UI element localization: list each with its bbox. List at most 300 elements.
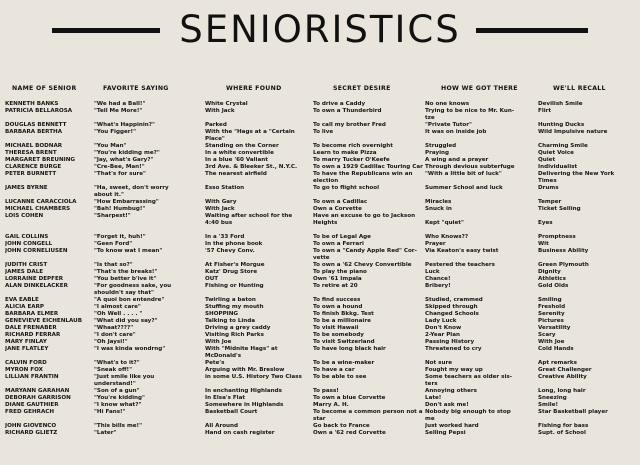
- cell-desire: Have an excuse to go to Jackson: [313, 213, 416, 219]
- cell-where: in some U.S. History Two Class: [205, 374, 302, 380]
- cell-name: [5, 416, 83, 423]
- cell-desire: To call my brother Fred: [313, 122, 386, 128]
- header-desire: SECRET DESIRE: [333, 85, 391, 92]
- cell-where: Basketball Court: [205, 409, 258, 415]
- cell-favorite: "You Figger!": [94, 129, 136, 135]
- cell-name: MICHAEL BODNAR: [5, 143, 63, 149]
- cell-where: In Elsa's Flat: [205, 395, 246, 401]
- cell-now: me: [425, 416, 435, 422]
- cell-favorite: "What's to it?": [94, 360, 140, 366]
- cell-desire: To own a '62 Chevy Convertible: [313, 262, 412, 268]
- column-headers: [0, 85, 640, 99]
- cell-name: [5, 290, 83, 297]
- cell-favorite: "You're kidding me?": [94, 150, 160, 156]
- cell-where: White Crystal: [205, 101, 248, 107]
- cell-name: MARYANN GARAHAN: [5, 388, 70, 394]
- header-recall: WE'LL RECALL: [553, 85, 606, 92]
- cell-where: The nearest airfield: [205, 171, 267, 177]
- cell-favorite: "Jay, what's Gary?": [94, 157, 154, 163]
- cell-desire: To be somebody: [313, 332, 364, 338]
- cell-desire: To become rich overnight: [313, 143, 393, 149]
- cell-now: "With a little bit of luck": [425, 171, 502, 177]
- cell-now: Changed Schools: [425, 311, 479, 317]
- cell-favorite: "You're kidding": [94, 395, 145, 401]
- cell-desire: [313, 227, 433, 234]
- cell-favorite: "To know wat I mean": [94, 248, 163, 254]
- cell-recall: Quiet: [538, 157, 556, 163]
- cell-now: "Private Tutor": [425, 122, 472, 128]
- cell-recall: Freshold: [538, 304, 566, 310]
- cell-recall: [538, 115, 638, 122]
- cell-where: With the "Hags at a "Certain: [205, 129, 295, 135]
- cell-favorite: "Son of a gun": [94, 388, 140, 394]
- cell-recall: Long, long hair: [538, 388, 586, 394]
- cell-recall: Individualist: [538, 164, 578, 170]
- cell-name: JANE FLATLEY: [5, 346, 49, 352]
- cell-where: SHOPPING: [205, 311, 239, 317]
- cell-favorite: "What's Happinin?": [94, 122, 155, 128]
- cell-now: Pestered the teachers: [425, 262, 496, 268]
- cell-recall: Smile!: [538, 402, 559, 408]
- cell-where: '57 Chevy Conv.: [205, 248, 255, 254]
- cell-desire: To become a common person not a: [313, 409, 423, 415]
- cell-where: McDonald's: [205, 353, 242, 359]
- cell-desire: Learn to make Pizza: [313, 150, 377, 156]
- cell-where: Driving a grey caddy: [205, 325, 271, 331]
- cell-now: Via Keaton's easy twist: [425, 248, 499, 254]
- cell-now: tze: [425, 115, 435, 121]
- cell-now: Just worked hard: [425, 423, 479, 429]
- cell-now: Bribery!: [425, 283, 451, 289]
- cell-recall: Star Basketball player: [538, 409, 608, 415]
- cell-now: Some teachers as older sis-: [425, 374, 513, 380]
- cell-now: No one knows: [425, 101, 470, 107]
- cell-now: Late!: [425, 395, 442, 401]
- cell-where: [205, 192, 309, 199]
- cell-now: 2-Year Plan: [425, 332, 460, 338]
- cell-recall: [538, 227, 638, 234]
- cell-name: RICHARD FERRAR: [5, 332, 61, 338]
- cell-favorite: "Is that so?": [94, 262, 133, 268]
- cell-recall: Supt. of School: [538, 430, 586, 436]
- header-where: WHERE FOUND: [226, 85, 282, 92]
- cell-where: Arguing with Mr. Breslow: [205, 367, 285, 373]
- cell-name: DIANE GAUTHIER: [5, 402, 59, 408]
- cell-desire: To be a millionaire: [313, 318, 371, 324]
- cell-where: Twirling a baton: [205, 297, 256, 303]
- cell-favorite: "I don't care": [94, 332, 136, 338]
- cell-now: Who Knows??: [425, 234, 469, 240]
- cell-favorite: "Whaat????": [94, 325, 134, 331]
- cell-now: Selling Pepsi: [425, 430, 466, 436]
- cell-where: Hand on cash register: [205, 430, 275, 436]
- cell-favorite: "That's for sure": [94, 171, 146, 177]
- cell-desire: To own a Cadillac: [313, 199, 368, 205]
- cell-where: Somewhere in Highlands: [205, 402, 284, 408]
- column-now: [425, 101, 535, 437]
- cell-recall: Quiet Voice: [538, 150, 574, 156]
- cell-where: 3rd Ave. & Bleeker St., N.Y.C.: [205, 164, 298, 170]
- cell-name: FRED GEHRACH: [5, 409, 55, 415]
- cell-desire: To find success: [313, 297, 361, 303]
- cell-favorite: shouldn't say that": [94, 290, 154, 296]
- cell-now: [425, 213, 535, 220]
- cell-now: Kept "quiet": [425, 220, 464, 226]
- cell-recall: Devilish Smile: [538, 101, 583, 107]
- cell-name: JAMES BYRNE: [5, 185, 48, 191]
- cell-now: [425, 227, 535, 234]
- cell-favorite: "I know what?": [94, 402, 142, 408]
- cell-name: CALVIN FORD: [5, 360, 47, 366]
- cell-favorite: "This bills me!": [94, 423, 143, 429]
- cell-now: Miracles: [425, 199, 452, 205]
- cell-where: OUT: [205, 276, 219, 282]
- cell-name: GAIL COLLINS: [5, 234, 49, 240]
- cell-recall: Athletics: [538, 276, 566, 282]
- cell-name: CLARENCE BURGE: [5, 164, 62, 170]
- cell-name: THERESA BRENT: [5, 150, 57, 156]
- cell-now: Luck: [425, 269, 440, 275]
- cell-name: [5, 220, 83, 227]
- cell-now: Prayer: [425, 241, 446, 247]
- cell-where: [205, 290, 309, 297]
- cell-where: Pete's: [205, 360, 225, 366]
- cell-favorite: "Tell Me More!": [94, 108, 143, 114]
- cell-recall: [538, 136, 638, 143]
- cell-favorite: "What did you say?": [94, 318, 158, 324]
- cell-now: A wing and a prayer: [425, 157, 489, 163]
- cell-desire: Marry A. H.: [313, 402, 349, 408]
- cell-recall: Apt remarks: [538, 360, 577, 366]
- cell-where: [205, 227, 309, 234]
- cell-desire: To be of Legal Age: [313, 234, 371, 240]
- cell-recall: Hunting Ducks: [538, 122, 585, 128]
- cell-recall: [538, 192, 638, 199]
- cell-desire: [313, 115, 433, 122]
- cell-desire: To go to flight school: [313, 185, 380, 191]
- cell-favorite: "I was kinda wondrng": [94, 346, 166, 352]
- cell-favorite: "That's the breaks!": [94, 269, 158, 275]
- cell-desire: To retire at 20: [313, 283, 358, 289]
- cell-where: In enchanting Highlands: [205, 388, 282, 394]
- cell-where: Talking to Linda: [205, 318, 256, 324]
- cell-where: Waiting after school for the: [205, 213, 293, 219]
- cell-desire: To play the piano: [313, 269, 367, 275]
- cell-recall: Sneezing: [538, 395, 567, 401]
- cell-name: DALE FRENABER: [5, 325, 57, 331]
- cell-desire: [313, 192, 433, 199]
- cell-desire: To live: [313, 129, 334, 135]
- cell-name: JOHN GIOVENCO: [5, 423, 57, 429]
- header-now: HOW WE GOT THERE: [441, 85, 518, 92]
- cell-recall: Smiling: [538, 297, 562, 303]
- cell-where: All Around: [205, 423, 239, 429]
- cell-favorite: "Bah! Humbug!": [94, 206, 146, 212]
- cell-recall: Fishing for bass: [538, 423, 589, 429]
- cell-favorite: [94, 136, 198, 143]
- cell-name: [5, 178, 83, 185]
- cell-where: [205, 416, 309, 423]
- cell-desire: To marry Tucker O'Keefe: [313, 157, 390, 163]
- cell-favorite: "Geen Ford": [94, 241, 133, 247]
- cell-now: [425, 178, 535, 185]
- cell-name: MARGARET BREUNING: [5, 157, 75, 163]
- cell-where: Visiting Rich Parks: [205, 332, 264, 338]
- cell-where: With Jack: [205, 206, 235, 212]
- title-rule-left: [52, 28, 160, 33]
- cell-where: With Joe: [205, 339, 232, 345]
- cell-desire: To own a hound: [313, 304, 363, 310]
- cell-now: Don't ask me!: [425, 402, 469, 408]
- cell-name: MARY FINLAY: [5, 339, 47, 345]
- cell-recall: Promptness: [538, 234, 576, 240]
- cell-name: JUDITH CRIST: [5, 262, 48, 268]
- cell-recall: Gold Olds: [538, 283, 569, 289]
- cell-where: Standing on the Corner: [205, 143, 279, 149]
- cell-where: In a '33 Ford: [205, 234, 245, 240]
- cell-now: Praying: [425, 150, 450, 156]
- cell-where: With Jack: [205, 108, 235, 114]
- cell-favorite: "How Embarrassing": [94, 199, 159, 205]
- cell-favorite: [94, 220, 198, 227]
- cell-desire: election: [313, 178, 339, 184]
- cell-favorite: "Hi Fans!": [94, 409, 126, 415]
- header-name: NAME OF SENIOR: [12, 85, 77, 92]
- cell-where: [205, 255, 309, 262]
- cell-recall: Eyes: [538, 220, 553, 226]
- cell-where: In the phone book: [205, 241, 263, 247]
- cell-favorite: [94, 115, 198, 122]
- title-rule-right: [476, 28, 588, 33]
- cell-where: [205, 381, 309, 388]
- cell-where: Katz' Drug Store: [205, 269, 258, 275]
- cell-now: Passing History: [425, 339, 475, 345]
- cell-recall: Scary: [538, 332, 556, 338]
- cell-recall: With Joe: [538, 339, 565, 345]
- cell-name: [5, 381, 83, 388]
- cell-now: Nobody big enough to stop: [425, 409, 511, 415]
- cell-name: [5, 227, 83, 234]
- cell-name: BARBARA ELMER: [5, 311, 59, 317]
- cell-name: [5, 115, 83, 122]
- cell-recall: Delivering the New York: [538, 171, 615, 177]
- cell-desire: To drive a Caddy: [313, 101, 366, 107]
- cell-recall: Dignity: [538, 269, 561, 275]
- cell-favorite: "Sharpest!": [94, 213, 131, 219]
- cell-now: Studied, crammed: [425, 297, 483, 303]
- cell-recall: Great Challenger: [538, 367, 592, 373]
- column-where: [205, 101, 309, 437]
- cell-favorite: "I almost care": [94, 304, 141, 310]
- cell-recall: [538, 353, 638, 360]
- cell-desire: To own a "Candy Apple Red" Cor-: [313, 248, 417, 254]
- cell-now: Not sure: [425, 360, 453, 366]
- cell-now: Snuck in: [425, 206, 452, 212]
- cell-recall: Wild Impulsive nature: [538, 129, 608, 135]
- cell-desire: To have a car: [313, 367, 355, 373]
- cell-where: [205, 178, 309, 185]
- cell-recall: Serenity: [538, 311, 565, 317]
- cell-recall: Times: [538, 178, 557, 184]
- cell-name: ALICIA EARP: [5, 304, 44, 310]
- cell-recall: [538, 290, 638, 297]
- cell-recall: Pictures: [538, 318, 564, 324]
- cell-desire: To own a blue Corvette: [313, 395, 386, 401]
- cell-now: Summer School and luck: [425, 185, 503, 191]
- cell-name: ALAN DINKELACKER: [5, 283, 68, 289]
- cell-now: Struggled: [425, 143, 457, 149]
- cell-name: PATRICIA BELLAROSA: [5, 108, 73, 114]
- cell-desire: Heights: [313, 220, 338, 226]
- cell-recall: [538, 416, 638, 423]
- cell-name: [5, 136, 83, 143]
- cell-name: LILLIAN FRANTIN: [5, 374, 59, 380]
- cell-desire: To finish Bkkg. Test: [313, 311, 374, 317]
- column-name: [5, 101, 83, 437]
- cell-recall: Ticket Selling: [538, 206, 581, 212]
- cell-where: Stuffing my mouth: [205, 304, 264, 310]
- cell-desire: [313, 290, 433, 297]
- cell-name: [5, 353, 83, 360]
- cell-favorite: [94, 227, 198, 234]
- cell-desire: To pass!: [313, 388, 339, 394]
- cell-desire: Own a Corvette: [313, 206, 362, 212]
- cell-recall: Drums: [538, 185, 559, 191]
- cell-name: LOIS COHEN: [5, 213, 44, 219]
- cell-name: [5, 192, 83, 199]
- cell-name: EVA EABLE: [5, 297, 39, 303]
- cell-where: Esso Station: [205, 185, 245, 191]
- cell-desire: To have the Republicans win an: [313, 171, 413, 177]
- cell-desire: Own '61 Impala: [313, 276, 362, 282]
- cell-favorite: "For goodness sake, you: [94, 283, 172, 289]
- cell-now: Chance!: [425, 276, 451, 282]
- cell-now: [425, 255, 535, 262]
- cell-where: In a white convertible: [205, 150, 274, 156]
- cell-favorite: "A quoi bon entendre": [94, 297, 165, 303]
- cell-recall: Cold Hands: [538, 346, 574, 352]
- cell-now: Through devious subterfuge: [425, 164, 515, 170]
- cell-name: PETER BURNETT: [5, 171, 57, 177]
- cell-now: Fought my way up: [425, 367, 483, 373]
- cell-favorite: [94, 416, 198, 423]
- cell-recall: [538, 255, 638, 262]
- cell-now: Annoying others: [425, 388, 478, 394]
- cell-name: JOHN CONGELL: [5, 241, 53, 247]
- cell-desire: vette: [313, 255, 330, 261]
- cell-where: At Fisher's Morgue: [205, 262, 265, 268]
- cell-where: 4:40 bus: [205, 220, 233, 226]
- cell-favorite: "Cre-Bee, Man!": [94, 164, 145, 170]
- cell-favorite: [94, 353, 198, 360]
- cell-recall: Creative Ability: [538, 374, 587, 380]
- header-favorite: FAVORITE SAYING: [103, 85, 169, 92]
- cell-desire: star: [313, 416, 326, 422]
- cell-now: ters: [425, 381, 438, 387]
- cell-favorite: "You Man": [94, 143, 127, 149]
- cell-favorite: "Later": [94, 430, 117, 436]
- cell-desire: To have long black hair: [313, 346, 386, 352]
- cell-favorite: "We had a Ball!": [94, 101, 146, 107]
- cell-desire: To visit Hawaii: [313, 325, 359, 331]
- cell-where: Fishing or Hunting: [205, 283, 264, 289]
- cell-desire: [313, 353, 433, 360]
- cell-now: [425, 192, 535, 199]
- cell-favorite: "Forget it, huh!": [94, 234, 146, 240]
- cell-name: BARBARA BERTHA: [5, 129, 63, 135]
- cell-name: KENNETH BANKS: [5, 101, 59, 107]
- cell-desire: To be a wine-maker: [313, 360, 375, 366]
- cell-name: DOUGLAS BENNETT: [5, 122, 67, 128]
- cell-favorite: "Oh Well . . . . ": [94, 311, 143, 317]
- cell-where: Parked: [205, 122, 227, 128]
- cell-recall: Flirt: [538, 108, 552, 114]
- cell-desire: To visit Switzerland: [313, 339, 375, 345]
- cell-desire: Go back to France: [313, 423, 370, 429]
- cell-name: DEBORAH GARRISON: [5, 395, 71, 401]
- page-title: SENIORISTICS: [179, 8, 461, 51]
- cell-recall: Wit: [538, 241, 549, 247]
- cell-name: GENEVIEVE EICHENLAUB: [5, 318, 82, 324]
- cell-now: Lady Luck: [425, 318, 457, 324]
- cell-favorite: about it.": [94, 192, 124, 198]
- column-favorite: [94, 101, 198, 437]
- cell-desire: [313, 136, 433, 143]
- cell-where: Place": [205, 136, 225, 142]
- cell-favorite: "You better b'ive it": [94, 276, 157, 282]
- cell-name: RICHARD GLIETZ: [5, 430, 58, 436]
- cell-now: Don't Know: [425, 325, 462, 331]
- cell-where: [205, 115, 309, 122]
- cell-recall: Business Ability: [538, 248, 589, 254]
- cell-favorite: "Just smile like you: [94, 374, 155, 380]
- cell-recall: Versatility: [538, 325, 571, 331]
- cell-name: JAMES DALE: [5, 269, 44, 275]
- cell-now: [425, 353, 535, 360]
- column-recall: [538, 101, 638, 437]
- cell-favorite: "Ha, sweet, don't worry: [94, 185, 169, 191]
- cell-now: Trying to be nice to Mr. Kun-: [425, 108, 515, 114]
- cell-recall: Charming Smile: [538, 143, 588, 149]
- cell-now: It was on inside job: [425, 129, 487, 135]
- cell-now: [425, 290, 535, 297]
- cell-desire: To own a Ferrari: [313, 241, 364, 247]
- cell-recall: [538, 213, 638, 220]
- cell-favorite: [94, 255, 198, 262]
- cell-now: Threatened to cry: [425, 346, 482, 352]
- cell-favorite: [94, 178, 198, 185]
- column-desire: [313, 101, 433, 437]
- cell-where: With Gary: [205, 199, 237, 205]
- cell-where: In a blue '60 Valiant: [205, 157, 268, 163]
- cell-name: [5, 255, 83, 262]
- cell-favorite: "Oh Jaysi!": [94, 339, 128, 345]
- title-banner: [0, 6, 640, 56]
- cell-name: LORRAINE DEPFER: [5, 276, 64, 282]
- cell-name: MYRON FOX: [5, 367, 43, 373]
- cell-name: LUCANNE CARACCIOLA: [5, 199, 77, 205]
- cell-desire: To own a 1929 Cadillac Touring Car: [313, 164, 423, 170]
- cell-now: [425, 136, 535, 143]
- cell-desire: Own a '62 red Corvette: [313, 430, 386, 436]
- cell-recall: [538, 381, 638, 388]
- cell-now: Skipped through: [425, 304, 478, 310]
- cell-desire: [313, 381, 433, 388]
- cell-where: With "Midnite Hags" at: [205, 346, 278, 352]
- cell-recall: Temper: [538, 199, 562, 205]
- cell-name: JOHN CORNELIUSEN: [5, 248, 68, 254]
- cell-name: MICHAEL CHAMBERS: [5, 206, 71, 212]
